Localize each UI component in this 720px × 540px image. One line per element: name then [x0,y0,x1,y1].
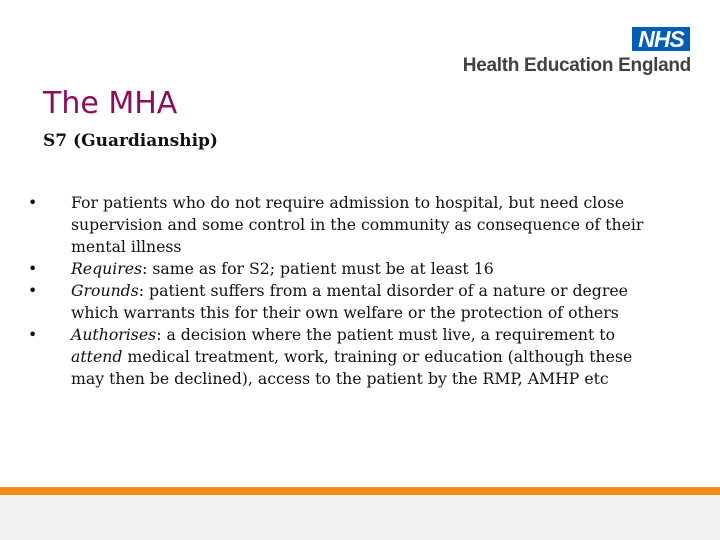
slide-title: The MHA [43,86,178,121]
list-item [28,280,663,324]
bullet-list [28,192,663,390]
bullet-lead: Authorises [71,325,157,344]
list-item [28,324,663,390]
bullet-text: : same as for S2; patient must be at least 16 [142,259,494,278]
bullet-lead: Requires [71,259,143,278]
nhs-logo: NHS [632,27,690,51]
bullet-text: : patient suffers from a mental disorder of a nature or degree which warrants this for their own welfare or the protection of others [71,281,628,322]
footer-area [0,495,720,540]
bullet-marker: • [28,281,38,300]
bullet-marker: • [28,193,38,212]
bullet-text: For patients who do not require admission to hospital, but need close supervision and some control in the community as consequence of their mental illness [71,193,644,256]
list-item [28,258,663,280]
bullet-text: : a decision where the patient must live, a requirement to [156,325,616,344]
slide-subtitle: S7 (Guardianship) [43,131,218,151]
bullet-emphasis: attend [71,347,123,366]
list-item [28,192,663,258]
org-name: Health Education England [462,55,691,76]
bullet-lead: Grounds [71,281,139,300]
footer-accent-line [0,487,720,495]
bullet-text: medical treatment, work, training or education (although these may then be declined), access to the patient by the RMP, AMHP etc [71,347,633,388]
bullet-marker: • [28,259,38,278]
bullet-marker: • [28,325,38,344]
